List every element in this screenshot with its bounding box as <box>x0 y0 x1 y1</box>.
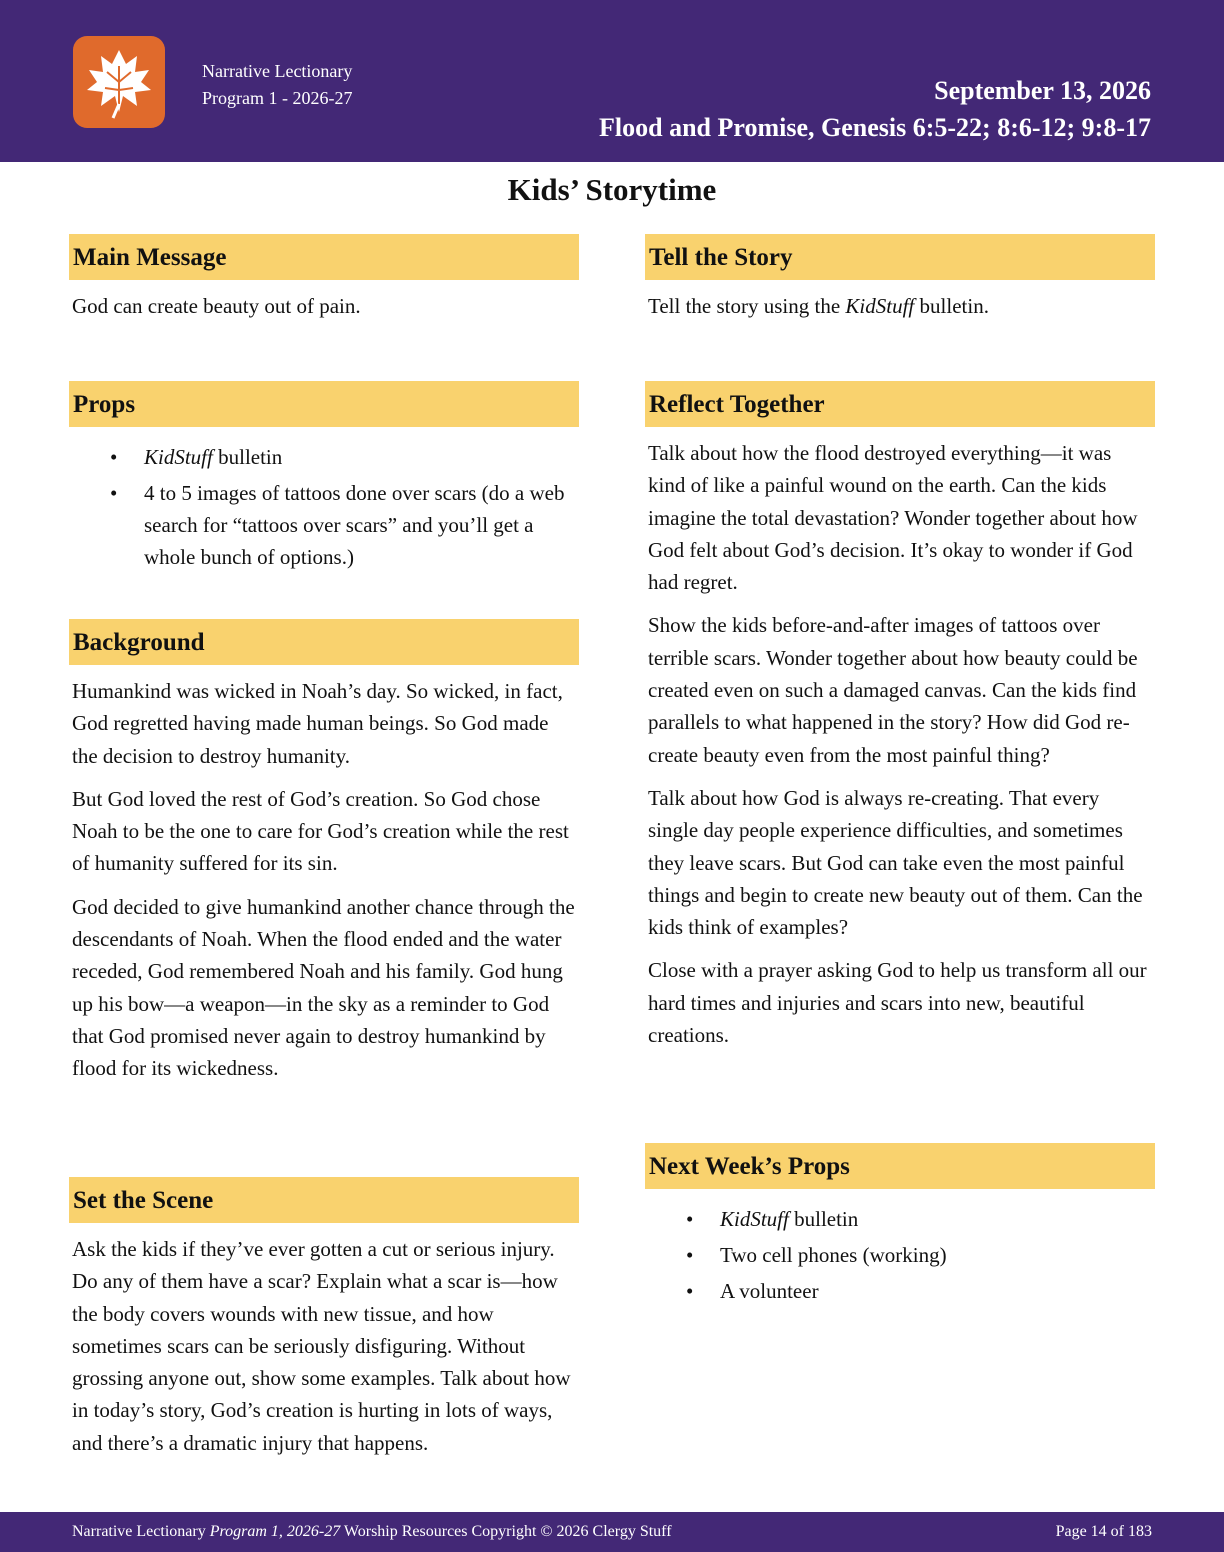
section-set-scene <box>69 1177 579 1470</box>
footer-band <box>0 1512 1224 1552</box>
program-info <box>202 58 352 112</box>
section-heading: Tell the Story <box>645 234 1155 280</box>
section-next-props <box>645 1143 1155 1311</box>
section-heading: Background <box>69 619 579 665</box>
logo <box>73 36 165 128</box>
section-main-message <box>69 234 579 333</box>
section-heading: Set the Scene <box>69 1177 579 1223</box>
section-heading: Main Message <box>69 234 579 280</box>
paragraph: Show the kids before-and-after images of tattoos over terrible scars. Wonder together about how beauty could be created even on such a damaged canvas. Can the kids find parallels to what happened in the story? How did God re-create beauty even from the most painful thing? <box>648 613 1138 767</box>
section-props <box>69 381 579 577</box>
list-item: • Two cell phones (working) <box>648 1239 1153 1271</box>
paragraph: Talk about how the flood destroyed everything—it was kind of like a painful wound on the earth. Can the kids imagine the total devastation? Wonder together about how God felt about God’s decision. It’s okay to wonder if God had regret. <box>648 441 1138 595</box>
list-item: • KidStuff bulletin <box>648 1203 1153 1235</box>
paragraph: Talk about how God is always re-creating. That every single day people experience difficulties, and sometimes they leave scars. But God can take even the most painful things and begin to create new beauty out of them. Can the kids think of examples? <box>648 785 1143 940</box>
section-tell-story <box>645 234 1155 333</box>
footer-copyright: Narrative Lectionary Program 1, 2026-27 Worship Resources Copyright © 2026 Clergy Stuff <box>72 1523 672 1540</box>
page-title: Kids’ Storytime <box>507 172 717 207</box>
program-line-2: Program 1 - 2026-27 <box>202 88 353 108</box>
program-line-1: Narrative Lectionary <box>202 61 353 81</box>
list-item: • 4 to 5 images of tattoos done over scars (do a web search for “tattoos over scars” and you’ll get a whole bunch of options.) <box>72 477 577 573</box>
paragraph: Close with a prayer asking God to help us transform all our hard times and injuries and scars into new, beautiful creations. <box>648 958 1147 1048</box>
header-reading: Flood and Promise, Genesis 6:5-22; 8:6-12; 9:8-17 <box>599 113 1151 142</box>
page-number: Page 14 of 183 <box>1055 1523 1152 1540</box>
paragraph: Humankind was wicked in Noah’s day. So wicked, in fact, God regretted having made human beings. So God made the decision to destroy humanity. <box>72 679 563 768</box>
section-text: God can create beauty out of pain. <box>72 294 361 318</box>
section-heading: Next Week’s Props <box>645 1143 1155 1189</box>
header-date-reading <box>599 72 1151 146</box>
paragraph: Ask the kids if they’ve ever gotten a cut or serious injury. Do any of them have a scar? Explain what a scar is—how the body covers wounds with new tissue, and how sometimes scars can be seriously disfiguring. Without grossing anyone out, show some examples. Talk about how in today’s story, God’s creation is hurting in lots of ways, and there’s a dramatic injury that happens. <box>72 1237 571 1455</box>
paragraph: God decided to give humankind another chance through the descendants of Noah. When the flood ended and the water receded, God remembered Noah and his family. God hung up his bow—a weapon—in the sky as a reminder to God that God promised never again to destroy humankind by flood for its wickedness. <box>72 894 575 1081</box>
list-item: • A volunteer <box>648 1275 1153 1307</box>
paragraph: But God loved the rest of God’s creation. So God chose Noah to be the one to care for God’s creation while the rest of humanity suffered for its sin. <box>72 786 569 876</box>
header-date: September 13, 2026 <box>934 76 1151 105</box>
section-heading: Reflect Together <box>645 381 1155 427</box>
header-band <box>0 0 1224 162</box>
section-text: Tell the story using the KidStuff bulletin. <box>648 294 989 318</box>
list-item: • KidStuff bulletin <box>72 441 577 473</box>
section-background <box>69 619 579 1096</box>
section-heading: Props <box>69 381 579 427</box>
section-reflect-together <box>645 381 1155 1062</box>
